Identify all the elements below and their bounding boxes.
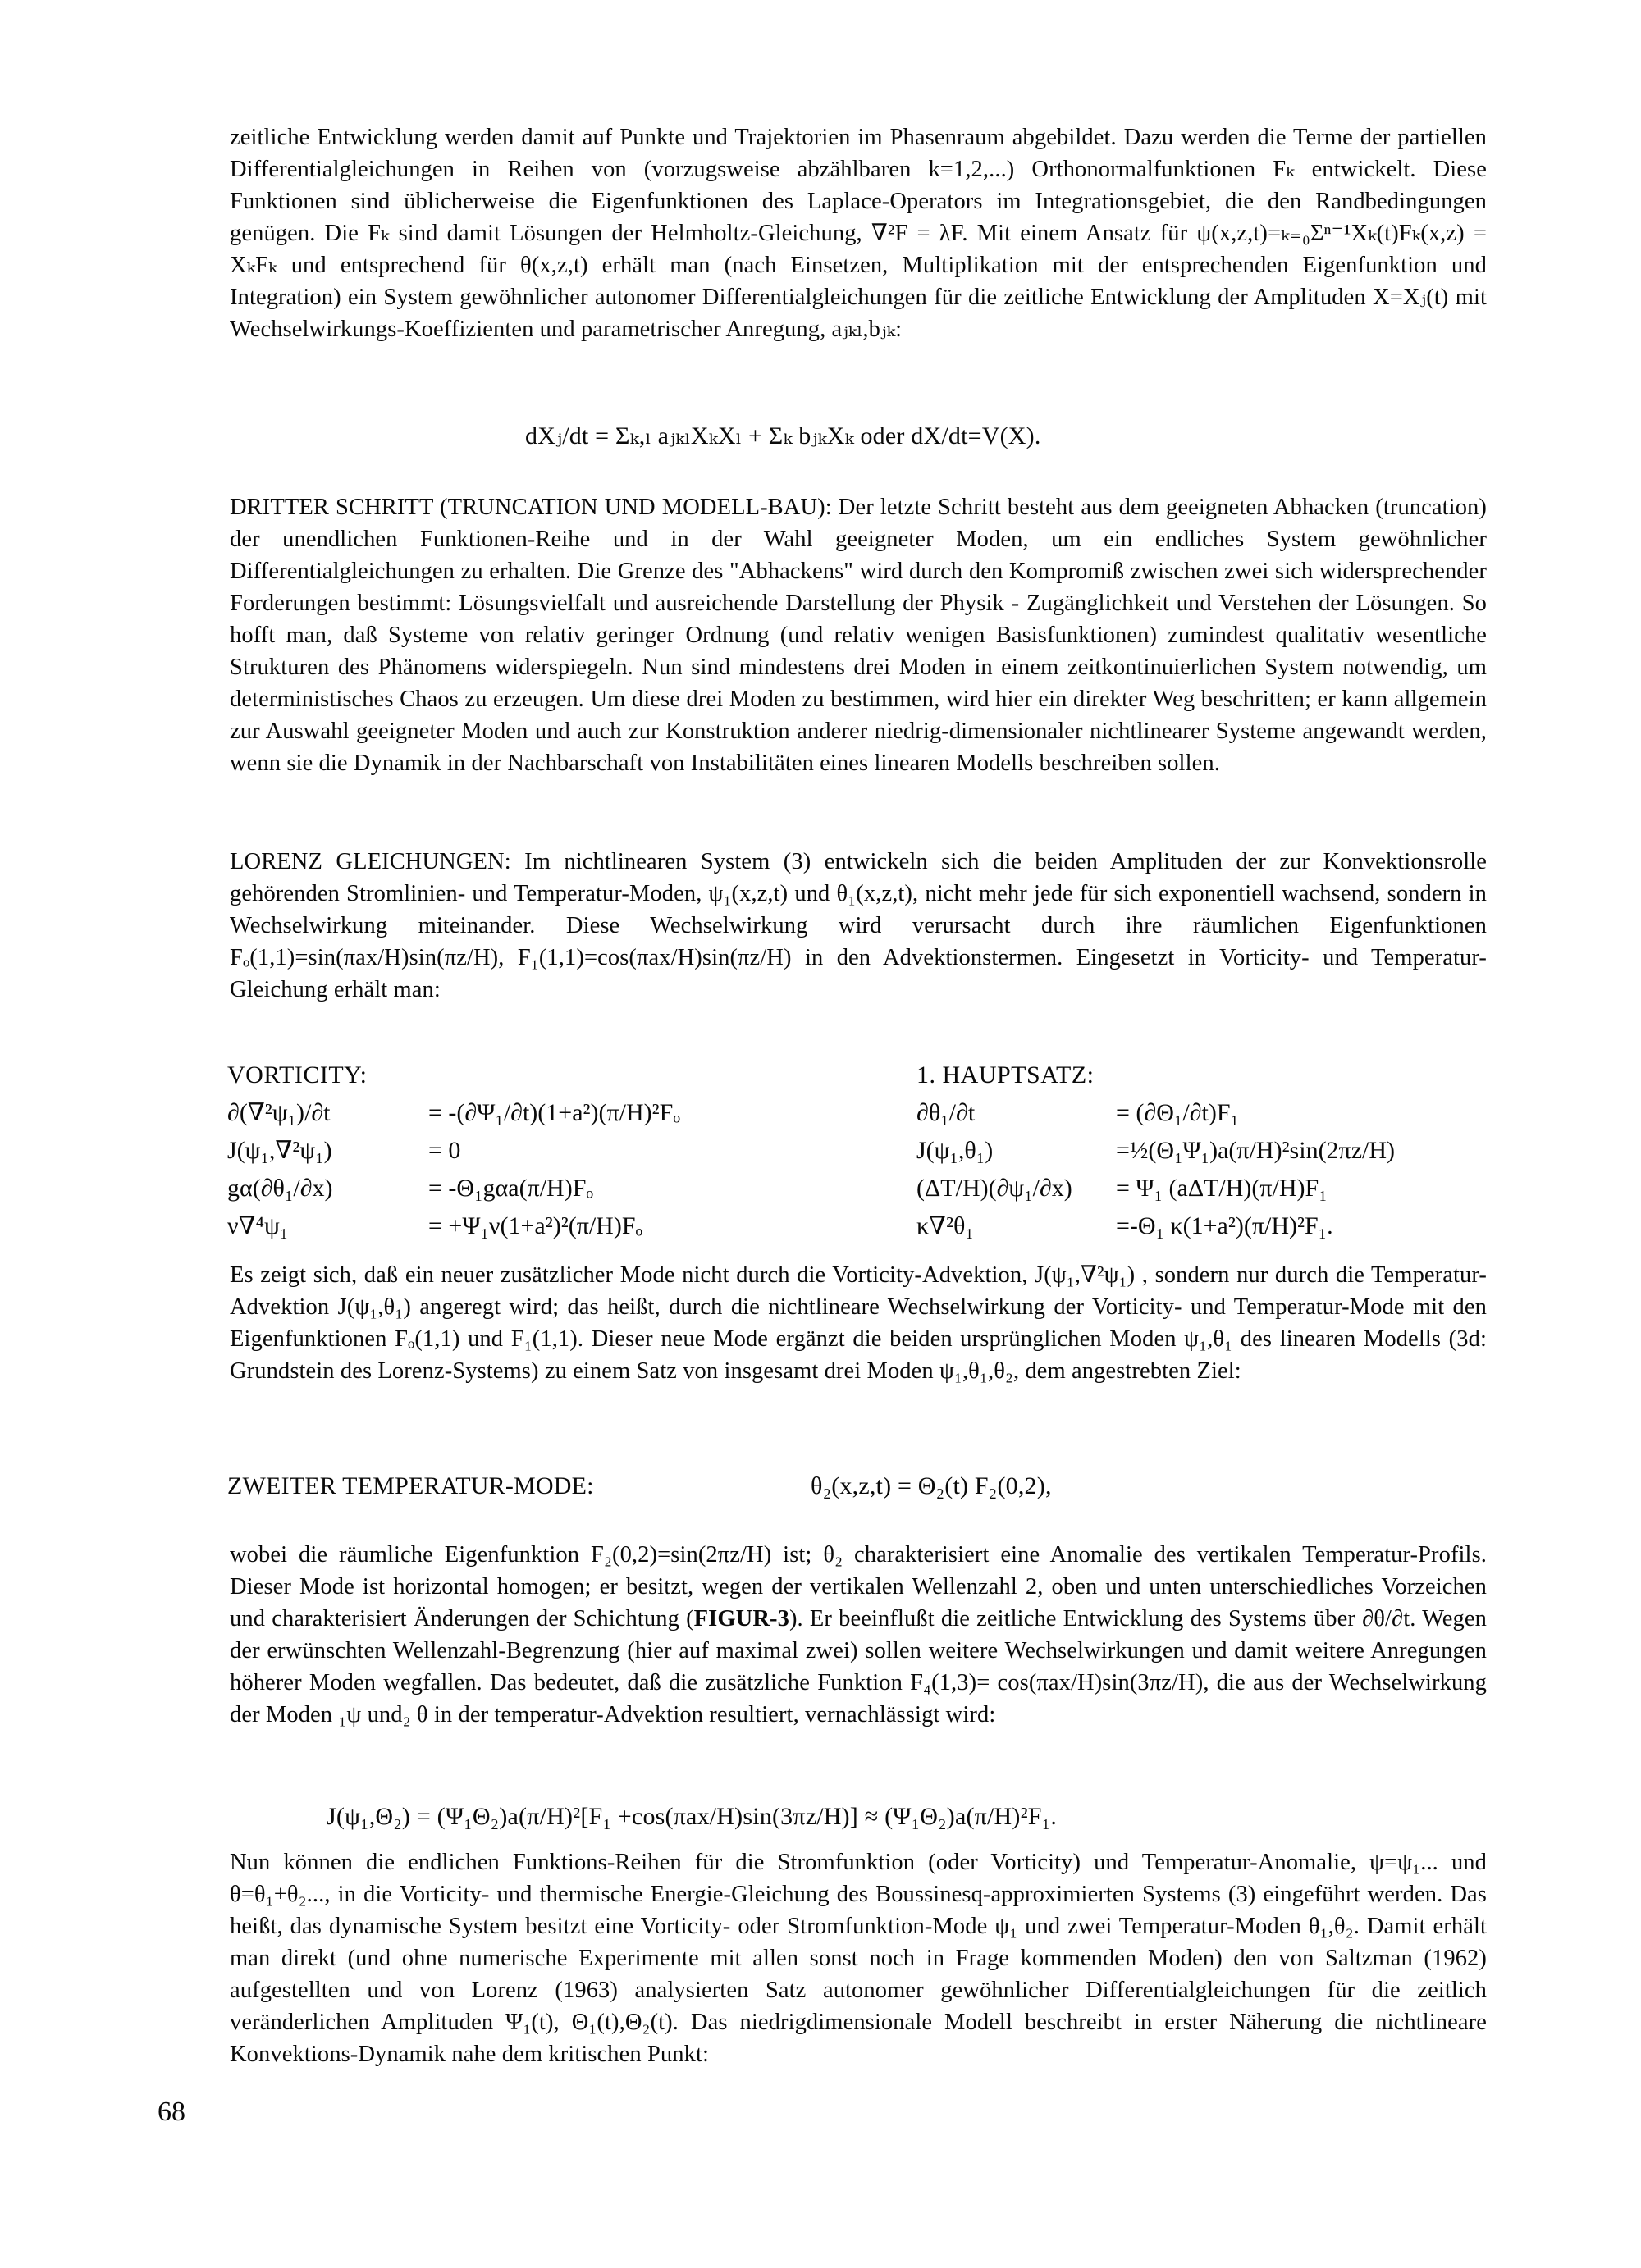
hauptsatz-equation-row <box>916 1132 1507 1170</box>
hauptsatz-title: 1. HAUPTSATZ: <box>916 1061 1095 1088</box>
vorticity-equation-block <box>227 1056 908 1245</box>
hauptsatz-equation-row <box>916 1207 1507 1245</box>
hauptsatz-equation-row <box>916 1094 1507 1132</box>
wobei-text-after: ). Er beeinflußt die zeitliche Entwicklung des Systems über ∂θ/∂t. Wegen der erwünschten Wellenzahl-Begrenzung (hier auf maximal zwei) sollen weitere Wechselwirkungen und damit weitere Anregungen höherer Moden wegfallen. Das bedeutet, daß die zusätzliche Funktion F₄(1,3)= cos(πax/H)sin(3πz/H), die aus der Wechselwirkung der Moden ₁ψ und₂ θ in der temperatur-Advektion resultiert, vernachlässigt wird: <box>230 1606 1487 1727</box>
equation-rhs: = (∂Θ₁/∂t)F₁ <box>1116 1099 1239 1126</box>
equation-rhs: = 0 <box>428 1137 461 1164</box>
equation-rhs: = Ψ₁ (aΔT/H)(π/H)F₁ <box>1116 1175 1328 1202</box>
equation-lhs: (ΔT/H)(∂ψ₁/∂x) <box>916 1175 1072 1202</box>
equation-jacobian-approximation: J(ψ₁,Θ₂) = (Ψ₁Θ₂)a(π/H)²[F₁ +cos(πax/H)sin(3πz/H)] ≈ (Ψ₁Θ₂)a(π/H)²F₁. <box>327 1803 1058 1830</box>
hauptsatz-equation-block <box>916 1056 1507 1245</box>
paragraph-lorenz-gleichungen: LORENZ GLEICHUNGEN: Im nichtlinearen System (3) entwickeln sich die beiden Amplituden der zur Konvektionsrolle gehörenden Stromlinien- und Temperatur-Moden, ψ₁(x,z,t) und θ₁(x,z,t), nicht mehr jede für sich exponentiell wachsend, sondern in Wechselwirkung miteinander. Diese Wechselwirkung wird verursacht durch ihre räumlichen Eigenfunktionen Fₒ(1,1)=sin(πax/H)sin(πz/H), F₁(1,1)=cos(πax/H)sin(πz/H) in den Advektionstermen. Eingesetzt in Vorticity- und Temperatur-Gleichung erhält man: <box>230 849 1487 1002</box>
paragraph-wobei <box>230 1539 1487 1731</box>
equation-lhs: ∂θ₁/∂t <box>916 1099 976 1126</box>
equation-lhs: J(ψ₁,∇²ψ₁) <box>227 1137 332 1164</box>
page-number: 68 <box>158 2097 185 2127</box>
zweiter-temperatur-mode-equation: θ₂(x,z,t) = Θ₂(t) F₂(0,2), <box>811 1472 1052 1499</box>
hauptsatz-equation-row <box>916 1170 1507 1207</box>
equation-lhs: κ∇²θ₁ <box>916 1212 974 1239</box>
equation-rhs: = +Ψ₁ν(1+a²)²(π/H)Fₒ <box>428 1212 643 1239</box>
paragraph-series-expansion: zeitliche Entwicklung werden damit auf Punkte und Trajektorien im Phasenraum abgebildet. Dazu werden die Terme der partiellen Differentialgleichungen in Reihen von (vorzugsweise abzählbaren k=1,2,...) Orthonormalfunktionen Fₖ entwickelt. Diese Funktionen sind üblicherweise die Eigenfunktionen des Laplace-Operators im Integrationsgebiet, die den Randbedingungen genügen. Die Fₖ sind damit Lösungen der Helmholtz-Gleichung, ∇²F = λF. Mit einem Ansatz für ψ(x,z,t)=ₖ₌₀Σⁿ⁻¹Xₖ(t)Fₖ(x,z) = XₖFₖ und entsprechend für θ(x,z,t) erhält man (nach Einsetzen, Multiplikation mit der entsprechenden Eigenfunktion und Integration) ein System gewöhnlicher autonomer Differentialgleichungen für die zeitliche Entwicklung der Amplituden X=Xⱼ(t) mit Wechselwirkungs-Koeffizienten und parametrischer Anregung, aⱼₖₗ,bⱼₖ: <box>230 125 1487 342</box>
wobei-text-before: wobei die räumliche Eigenfunktion F₂(0,2)=sin(2πz/H) ist; θ₂ charakterisiert eine Anomalie des vertikalen Temperatur-Profils. Dieser Mode ist horizontal homogen; er besitzt, wegen der vertikalen Wellenzahl 2, oben und unten unterschiedliches Vorzeichen und charakterisiert Änderungen der Schichtung ( <box>230 1542 1487 1631</box>
vorticity-equation-row <box>227 1170 908 1207</box>
paragraph-dritter-schritt: DRITTER SCHRITT (TRUNCATION UND MODELL-BAU): Der letzte Schritt besteht aus dem geeigneten Abhacken (truncation) der unendlichen Funktionen-Reihe und in der Wahl geeigneter Moden, um ein endliches System gewöhnlicher Differentialgleichungen zu erhalten. Die Grenze des "Abhackens" wird durch den Kompromiß zwischen zwei sich widersprechender Forderungen bestimmt: Lösungsvielfalt und ausreichende Darstellung der Physik - Zugänglichkeit und Verstehen der Lösungen. So hofft man, daß Systeme von relativ geringer Ordnung (und relativ wenigen Basisfunktionen) zumindest qualitativ wesentliche Strukturen des Phänomens widerspiegeln. Nun sind mindestens drei Moden in einem zeitkontinuierlichen System notwendig, um deterministisches Chaos zu erzeugen. Um diese drei Moden zu bestimmen, wird hier ein direkter Weg beschritten; er kann allgemein zur Auswahl geeigneter Moden und auch zur Konstruktion anderer niedrig-dimensionaler nichtlinearer Systeme angewandt werden, wenn sie die Dynamik in der Nachbarschaft von Instabilitäten eines linearen Modells beschreiben sollen. <box>230 495 1487 776</box>
vorticity-equation-row <box>227 1132 908 1170</box>
equation-lhs: gα(∂θ₁/∂x) <box>227 1175 333 1202</box>
vorticity-equation-row <box>227 1207 908 1245</box>
vorticity-title: VORTICITY: <box>227 1061 368 1088</box>
equation-rhs: = -Θ₁gαa(π/H)Fₒ <box>428 1175 594 1202</box>
paragraph-nun-koennen: Nun können die endlichen Funktions-Reihen für die Stromfunktion (oder Vorticity) und Temperatur-Anomalie, ψ=ψ₁... und θ=θ₁+θ₂..., in die Vorticity- und thermische Energie-Gleichung des Boussinesq-approximierten Systems (3) eingeführt werden. Das heißt, das dynamische System besitzt eine Vorticity- oder Stromfunktion-Mode ψ₁ und zwei Temperatur-Moden θ₁,θ₂. Damit erhält man direkt (und ohne numerische Experimente mit allen sonst noch in Frage kommenden Moden) den von Saltzman (1962) aufgestellten und von Lorenz (1963) analysierten Satz autonomer gewöhnlicher Differentialgleichungen für die zeitlich veränderlichen Amplituden Ψ₁(t), Θ₁(t),Θ₂(t). Das niedrigdimensionale Modell beschreibt in erster Näherung die nichtlineare Konvektions-Dynamik nahe dem kritischen Punkt: <box>230 1850 1487 2067</box>
paragraph-es-zeigt-sich: Es zeigt sich, daß ein neuer zusätzlicher Mode nicht durch die Vorticity-Advektion, J(ψ₁,∇²ψ₁) , sondern nur durch die Temperatur-Advektion J(ψ₁,θ₁) angeregt wird; das heißt, durch die nichtlineare Wechselwirkung der Vorticity- und Temperatur-Mode mit den Eigenfunktionen Fₒ(1,1) und F₁(1,1). Dieser neue Mode ergänzt die beiden ursprünglichen Moden ψ₁,θ₁ des linearen Modells (3d: Grundstein des Lorenz-Systems) zu einem Satz von insgesamt drei Moden ψ₁,θ₁,θ₂, dem angestrebten Ziel: <box>230 1262 1487 1384</box>
equation-rhs: = -(∂Ψ₁/∂t)(1+a²)(π/H)²Fₒ <box>428 1099 680 1126</box>
zweiter-temperatur-mode-label: ZWEITER TEMPERATUR-MODE: <box>227 1472 594 1499</box>
equation-lhs: J(ψ₁,θ₁) <box>916 1137 994 1164</box>
vorticity-equation-row <box>227 1094 908 1132</box>
equation-lhs: ∂(∇²ψ₁)/∂t <box>227 1099 331 1126</box>
equation-amplitude-system: dXⱼ/dt = Σₖ,ₗ aⱼₖₗXₖXₗ + Σₖ bⱼₖXₖ oder dX/dt=V(X). <box>525 422 1041 449</box>
equation-rhs: =½(Θ₁Ψ₁)a(π/H)²sin(2πz/H) <box>1116 1137 1396 1164</box>
equation-lhs: ν∇⁴ψ₁ <box>227 1212 289 1239</box>
equation-rhs: =-Θ₁ κ(1+a²)(π/H)²F₁. <box>1116 1212 1333 1239</box>
figur-3-reference: FIGUR-3 <box>693 1606 789 1631</box>
